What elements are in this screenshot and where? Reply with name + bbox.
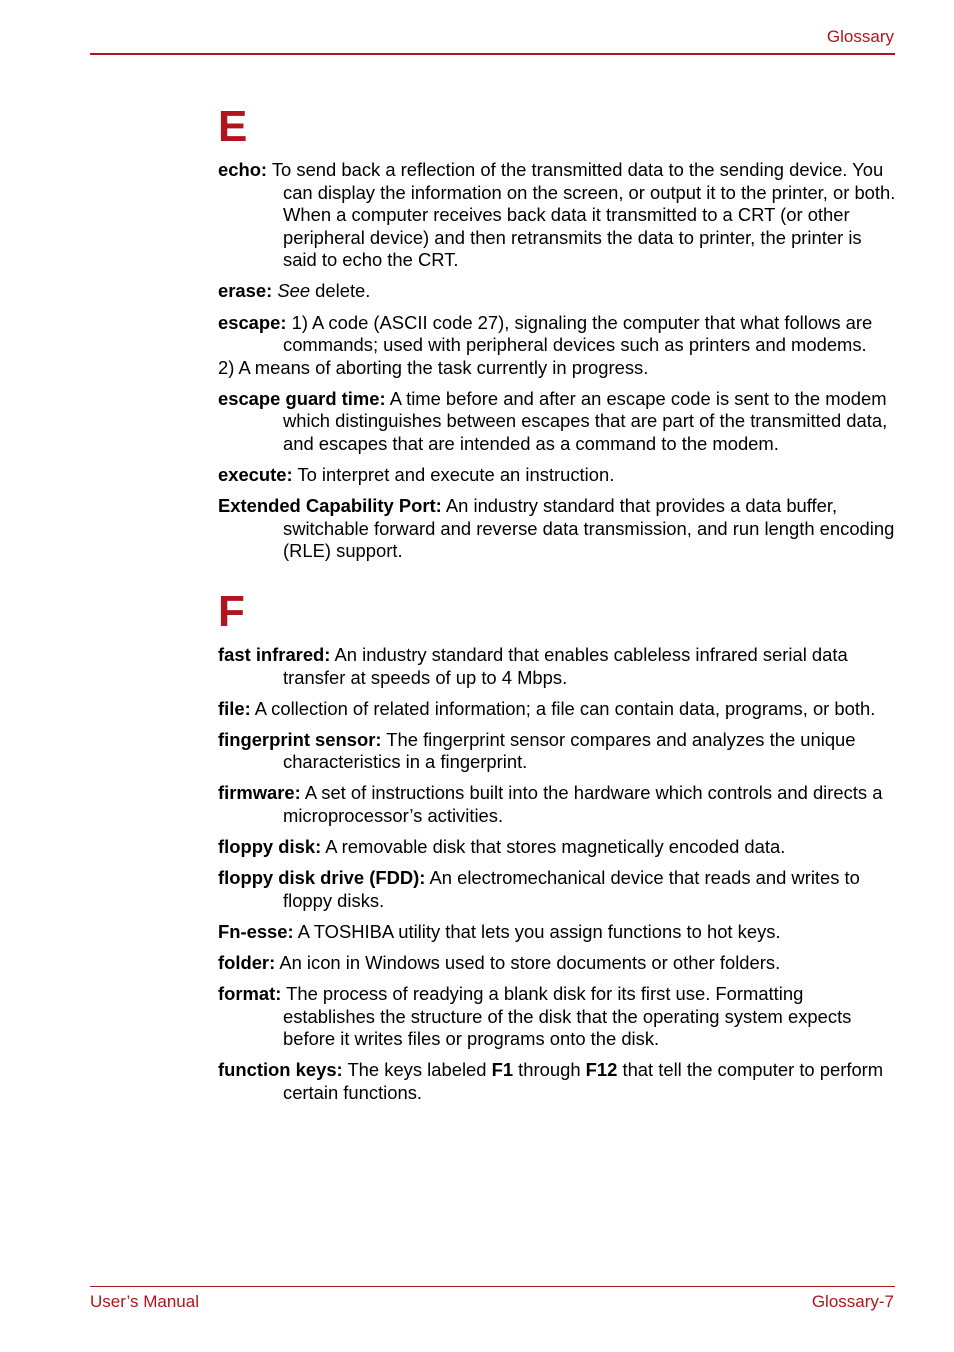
entry-term: firmware: [218,782,301,804]
entry-term: file: [218,697,251,719]
entry-term: escape: [218,311,287,333]
section-letter-e: E [218,102,248,151]
entry-definition: An industry standard that enables cableless infrared serial data transfer at speeds of up to 4 Mbps. [283,644,848,688]
glossary-entry-fingerprint-sensor [218,729,898,774]
glossary-entry-execute [218,464,898,487]
entry-definition: An electromechanical device that reads and writes to floppy disks. [283,867,860,911]
glossary-entry-format [218,983,898,1051]
entry-term: erase: [218,280,273,302]
glossary-entry-folder [218,952,898,975]
key-name-f12: F12 [585,1059,618,1081]
entry-definition: delete. [310,280,371,302]
glossary-entry-echo [218,159,898,272]
entry-definition: A TOSHIBA utility that lets you assign functions to hot keys. [293,920,781,942]
entry-term: function keys: [218,1059,343,1081]
entry-definition: A removable disk that stores magnetically encoded data. [321,836,786,858]
entry-definition: through [513,1059,586,1081]
glossary-entry-function-keys [218,1059,898,1104]
header-rule [90,53,895,55]
glossary-entry-floppy-disk [218,836,898,859]
entry-term: echo: [218,159,268,180]
glossary-entry-file [218,698,898,721]
entry-definition: To send back a reflection of the transmitted data to the sending device. You can display the information on the screen, or output it to the printer, or both. When a computer receives back data it transmitted to a CRT (or other peripheral device) and then retransmits the data to printer, the printer is said to echo the CRT. [267,159,896,271]
entry-term: floppy disk drive (FDD): [218,867,426,889]
entry-term: Extended Capability Port: [218,495,442,517]
entry-term: folder: [218,952,276,974]
entry-definition: An industry standard that provides a data buffer, switchable forward and reverse data transmission, and run length encoding (RLE) support. [283,495,895,562]
entry-definition-second: 2) A means of aborting the task currently in progress. [218,356,649,378]
entry-definition: that tell the computer to perform certain functions. [283,1059,884,1103]
entry-definition: The keys labeled [342,1059,492,1081]
entry-definition: An icon in Windows used to store documents or other folders. [275,952,781,974]
glossary-entry-fn-esse [218,921,898,944]
entry-term: execute: [218,464,293,486]
footer-page-number: Glossary-7 [811,1292,894,1311]
glossary-entry-fast-infrared [218,644,898,689]
section-letter-f: F [218,587,245,636]
entry-term: floppy disk: [218,836,322,858]
glossary-entry-floppy-disk-drive [218,867,898,912]
glossary-entry-escape [218,312,898,380]
entry-definition: 1) A code (ASCII code 27), signaling the computer that what follows are commands; used with peripheral devices such as printers and modems. [283,311,873,356]
entry-term: fingerprint sensor: [218,728,382,750]
entry-definition: The process of readying a blank disk for its first use. Formatting establishes the structure of the disk that the operating system expects before it writes files or programs onto the disk. [281,983,852,1050]
entry-definition: A collection of related information; a file can contain data, programs, or both. [250,697,876,719]
glossary-content [218,102,898,1113]
glossary-entry-escape-guard-time [218,388,898,456]
entry-term: format: [218,983,282,1005]
entry-term: escape guard time: [218,387,386,409]
entry-cross-reference: See [277,280,311,302]
glossary-entry-extended-capability-port [218,495,898,563]
glossary-entry-firmware [218,782,898,827]
key-name-f1: F1 [491,1059,514,1081]
entry-term: fast infrared: [218,644,331,665]
entry-definition: A time before and after an escape code is sent to the modem which distinguishes between escapes that are part of the transmitted data, and escapes that are intended as a command to the modem. [283,387,888,455]
footer-rule [90,1286,895,1287]
entry-definition: A set of instructions built into the hardware which controls and directs a microprocessor’s activities. [283,782,883,827]
header-title: Glossary [826,27,894,46]
entry-definition: The fingerprint sensor compares and analyzes the unique characteristics in a fingerprint. [283,728,856,773]
glossary-entry-erase [218,280,898,303]
entry-definition: To interpret and execute an instruction. [292,464,615,486]
footer-manual-title: User’s Manual [90,1292,199,1311]
entry-term: Fn-esse: [218,920,294,942]
